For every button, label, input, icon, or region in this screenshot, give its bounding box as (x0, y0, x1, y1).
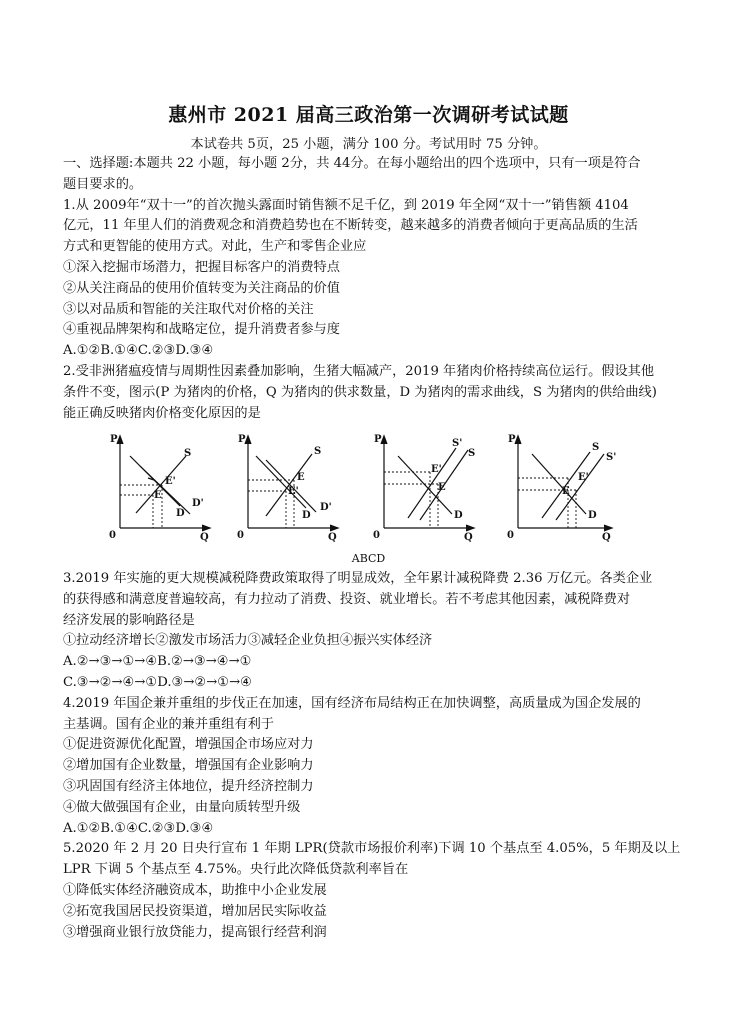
question-stem: 4.2019 年国企兼并重组的步伐正在加速，国有经济布局结构正在加快调整，高质量成为国企发展的 (63, 695, 641, 711)
graph-option-labels: ABCD (351, 552, 386, 565)
question-stem: 的获得感和满意度普遍较高，有力拉动了消费、投资、就业增长。若不考虑其他因素，减税降费对 (63, 591, 631, 607)
option-item: ②拓宽我国居民投资渠道，增加居民实际收益 (63, 903, 327, 919)
question-stem: LPR 下调 5 个基点至 4.75%。央行此次降低贷款利率旨在 (63, 862, 409, 878)
axis-label-q: Q (328, 532, 337, 543)
axis-label-p: P (374, 434, 382, 445)
point-label-e: E (154, 490, 162, 501)
question-stem: 方式和更智能的使用方式。对此，生产和零售企业应 (63, 239, 367, 255)
point-label-e: E (297, 472, 305, 483)
section-q1 (63, 154, 685, 424)
question-stem: 条件不变，图示(P 为猪肉的价格，Q 为猪肉的供求数量，D 为猪肉的需求曲线，S 为猪肉的供给曲线) (63, 384, 657, 400)
question-stem: 1.从 2009年“双十一”的首次抛头露面时销售额不足千亿，到 2019 年全网“双十一”销售额 4104 (63, 197, 629, 213)
curve-label-d2: D' (320, 502, 332, 513)
axis-label-q: Q (464, 532, 473, 543)
point-label-e2: E' (431, 464, 442, 475)
option-item: ③以对品质和智能的关注取代对价格的关注 (63, 301, 314, 317)
option-item: ④做大做强国有企业，由量向质转型升级 (63, 799, 301, 815)
option-item: ③增强商业银行放贷能力，提高银行经营利润 (63, 924, 327, 940)
section-q3-q5 (63, 569, 685, 943)
question-stem: 能正确反映猪肉价格变化原因的是 (63, 405, 261, 421)
point-label-e: E (438, 482, 446, 493)
page-title: 惠州市 2021 届高三政治第一次调研考试试题 (168, 104, 569, 126)
curve-label-d: D (454, 510, 463, 521)
point-label-e2: E' (288, 486, 299, 497)
curve-label-s2: S' (452, 438, 463, 449)
option-item: ④重视品牌架构和战略定位，提升消费者参与度 (63, 322, 340, 338)
supply-demand-graph-b (236, 428, 346, 543)
question-stem: 5.2020 年 2 月 20 日央行宣布 1 年期 LPR(贷款市场报价利率)下调 10 个基点至 4.05%，5 年期及以上 (63, 841, 681, 857)
origin-label: 0 (237, 530, 244, 541)
origin-label: 0 (507, 530, 514, 541)
curve-label-d: D (176, 508, 185, 519)
supply-demand-graph-a (108, 428, 218, 543)
option-item: ②增加国有企业数量，增强国有企业影响力 (63, 758, 314, 774)
curve-label-s: S (184, 448, 192, 459)
axis-label-p: P (508, 434, 516, 445)
axis-label-q: Q (200, 532, 209, 543)
curve-label-s: S (314, 446, 322, 457)
option-item: ③巩固国有经济主体地位，提升经济控制力 (63, 778, 314, 794)
point-label-e2: E' (165, 476, 176, 487)
axis-label-q: Q (602, 532, 611, 543)
question-stem: 亿元，11 年里人们的消费观念和消费趋势也在不断转变，越来越多的消费者倾向于更高品质的生活 (63, 218, 638, 234)
supply-demand-graph-c (372, 428, 482, 543)
origin-label: 0 (373, 530, 380, 541)
curve-label-d2: D' (192, 498, 204, 509)
option-item: ①降低实体经济融资成本，助推中小企业发展 (63, 882, 327, 898)
exam-info: 本试卷共 5页，25 小题，满分 100 分。考试用时 75 分钟。 (190, 137, 547, 152)
point-label-e: E (562, 486, 570, 497)
curve-label-s: S (468, 448, 476, 459)
axis-label-p: P (238, 434, 246, 445)
curve-label-d: D (302, 510, 311, 521)
question-stem: 主基调。国有企业的兼并重组有利于 (63, 716, 274, 732)
answer-choices: A.①②B.①④C.②③D.③④ (63, 343, 214, 359)
question-stem: 3.2019 年实施的更大规模减税降费政策取得了明显成效，全年累计减税降费 2.36 万亿元。各类企业 (63, 571, 653, 586)
supply-demand-graph-d (506, 428, 626, 543)
option-item: ①促进资源优化配置，增强国企市场应对力 (63, 737, 314, 753)
option-item: ①拉动经济增长②激发市场活力③减轻企业负担④振兴实体经济 (63, 633, 433, 649)
axis-label-p: P (110, 434, 118, 445)
answer-choices: A.②→③→①→④B.②→③→④→① (63, 654, 252, 670)
question-stem: 2.受非洲猪瘟疫情与周期性因素叠加影响，生猪大幅减产，2019 年猪肉价格持续高位运行。假设其他 (63, 363, 655, 379)
option-item: ②从关注商品的使用价值转变为关注商品的价值 (63, 280, 340, 296)
section-instruction: 题目要求的。 (63, 176, 143, 192)
curve-label-s: S (592, 442, 600, 453)
point-label-e2: E' (578, 472, 589, 483)
curve-label-d: D (588, 510, 597, 521)
curve-label-s2: S' (606, 452, 617, 463)
origin-label: 0 (109, 530, 116, 541)
answer-choices: A.①②B.①④C.②③D.③④ (63, 820, 214, 836)
section-instruction: 一、选择题:本题共 22 小题，每小题 2分，共 44分。在每小题给出的四个选项中，只有一项是符合 (63, 156, 641, 171)
question-stem: 经济发展的影响路径是 (63, 612, 195, 628)
option-item: ①深入挖掘市场潜力，把握目标客户的消费特点 (63, 259, 340, 275)
answer-choices: C.③→②→④→①D.③→②→①→④ (63, 674, 252, 690)
